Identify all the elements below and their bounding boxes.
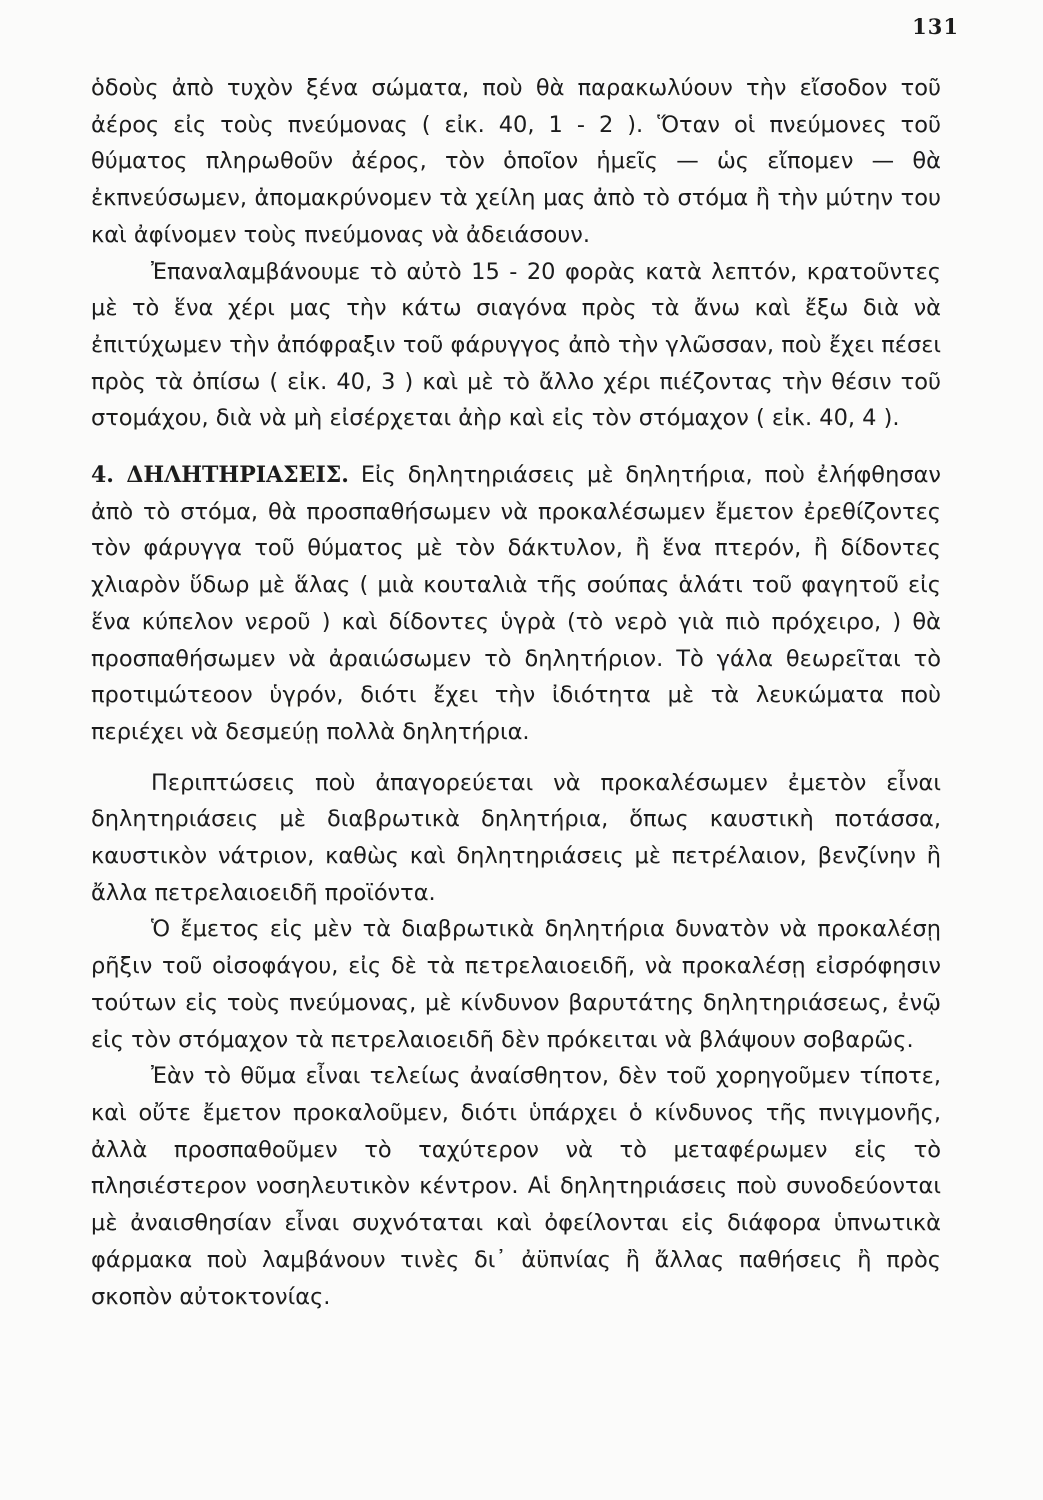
section-paragraph-text: Εἰς δηλητηριάσεις μὲ δηλητήρια, ποὺ ἐλήφθησαν ἀπὸ τὸ στόμα, θὰ προσπαθήσωμεν νὰ προκαλέσωμεν ἔμετον ἐρεθίζοντες τὸν φάρυγγα τοῦ θύματος μὲ τὸν δάκτυλον, ἢ ἕνα πτερόν, ἢ δίδοντες χλιαρὸν ὕδωρ μὲ ἅλας ( μιὰ κουταλιὰ τῆς σούπας ἁλάτι τοῦ φαγητοῦ εἰς ἕνα κύπελον νεροῦ ) καὶ δίδοντες ὑγρὰ (τὸ νερὸ γιὰ πιὸ πρόχειρο, ) θὰ προσπαθήσωμεν νὰ ἀραιώσωμεν τὸ δηλητήριον. Τὸ γάλα θεωρεῖται τὸ προτιμώτεοον ὑγρόν, διότι ἔχει τὴν ἰδιότητα μὲ τὰ λευκώματα ποὺ περιέχει νὰ δεσμεύῃ πολλὰ δηλητήρια. <box>91 462 941 745</box>
paragraph: Ὁ ἔμετος εἰς μὲν τὰ διαβρωτικὰ δηλητήρια δυνατὸν νὰ προκαλέσῃ ρῆξιν τοῦ οἰσοφάγου, εἰς δὲ τὰ πετρελαιοειδῆ, νὰ προκαλέσῃ εἰσρόφησιν τούτων εἰς τοὺς πνεύμονας, μὲ κίνδυνον βαρυτάτης δηλητηριάσεως, ἐνῷ εἰς τὸν στόμαχον τὰ πετρελαιοειδῆ δὲν πρόκειται νὰ βλάψουν σοβαρῶς. <box>91 916 941 1053</box>
paragraph: Περιπτώσεις ποὺ ἀπαγορεύεται νὰ προκαλέσωμεν ἐμετὸν εἶναι δηλητηριάσεις μὲ διαβρωτικὰ δηλητήρια, ὅπως καυστικὴ ποτάσσα, καυστικὸν νάτριον, καθὼς καὶ δηλητηριάσεις μὲ πετρέλαιον, βενζίνην ἢ ἄλλα πετρελαιοειδῆ προϊόντα. <box>91 769 941 906</box>
paragraph: ὁδοὺς ἀπὸ τυχὸν ξένα σώματα, ποὺ θὰ παρακωλύουν τὴν εἴσοδον τοῦ ἀέρος εἰς τοὺς πνεύμονας ( εἰκ. 40, 1 - 2 ). Ὅταν οἱ πνεύμονες τοῦ θύματος πληρωθοῦν ἀέρος, τὸν ὁποῖον ἡμεῖς — ὡς εἴπομεν — θὰ ἐκπνεύσωμεν, ἀπομακρύνομεν τὰ χείλη μας ἀπὸ τὸ στόμα ἢ τὴν μύτην του καὶ ἀφίνομεν τοὺς πνεύμονας νὰ ἀδειάσουν. <box>91 75 941 248</box>
section-paragraph-poisonings <box>91 457 941 751</box>
page-number: 131 <box>912 14 959 39</box>
paragraph: Ἐπαναλαμβάνουμε τὸ αὐτὸ 15 - 20 φορὰς κατὰ λεπτόν, κρατοῦντες μὲ τὸ ἕνα χέρι μας τὴν κάτω σιαγόνα πρὸς τὰ ἄνω καὶ ἔξω διὰ νὰ ἐπιτύχωμεν τὴν ἀπόφραξιν τοῦ φάρυγγος ἀπὸ τὴν γλῶσσαν, ποὺ ἔχει πέσει πρὸς τὰ ὀπίσω ( εἰκ. 40, 3 ) καὶ μὲ τὸ ἄλλο χέρι πιέζοντας τὴν θέσιν τοῦ στομάχου, διὰ νὰ μὴ εἰσέρχεται ἀὴρ καὶ εἰς τὸν στόμαχον ( εἰκ. 40, 4 ). <box>91 258 941 432</box>
paragraph: Ἐὰν τὸ θῦμα εἶναι τελείως ἀναίσθητον, δὲν τοῦ χορηγοῦμεν τίποτε, καὶ οὔτε ἔμετον προκαλοῦμεν, διότι ὑπάρχει ὁ κίνδυνος τῆς πνιγμονῆς, ἀλλὰ προσπαθοῦμεν τὸ ταχύτερον νὰ τὸ μεταφέρωμεν εἰς τὸ πλησιέστερον νοσηλευτικὸν κέντρον. Αἱ δηλητηριάσεις ποὺ συνοδεύονται μὲ ἀναισθησίαν εἶναι συχνόταται καὶ ὀφείλονται εἰς διάφορα ὑπνωτικὰ φάρμακα ποὺ λαμβάνουν τινὲς δι᾽ ἀϋπνίας ἢ ἄλλας παθήσεις ἢ πρὸς σκοπὸν αὐτοκτονίας. <box>91 1063 941 1310</box>
section-heading: 4. ΔΗΛΗΤΗΡΙΑΣΕΙΣ. <box>91 462 349 489</box>
body-text <box>91 70 941 1315</box>
